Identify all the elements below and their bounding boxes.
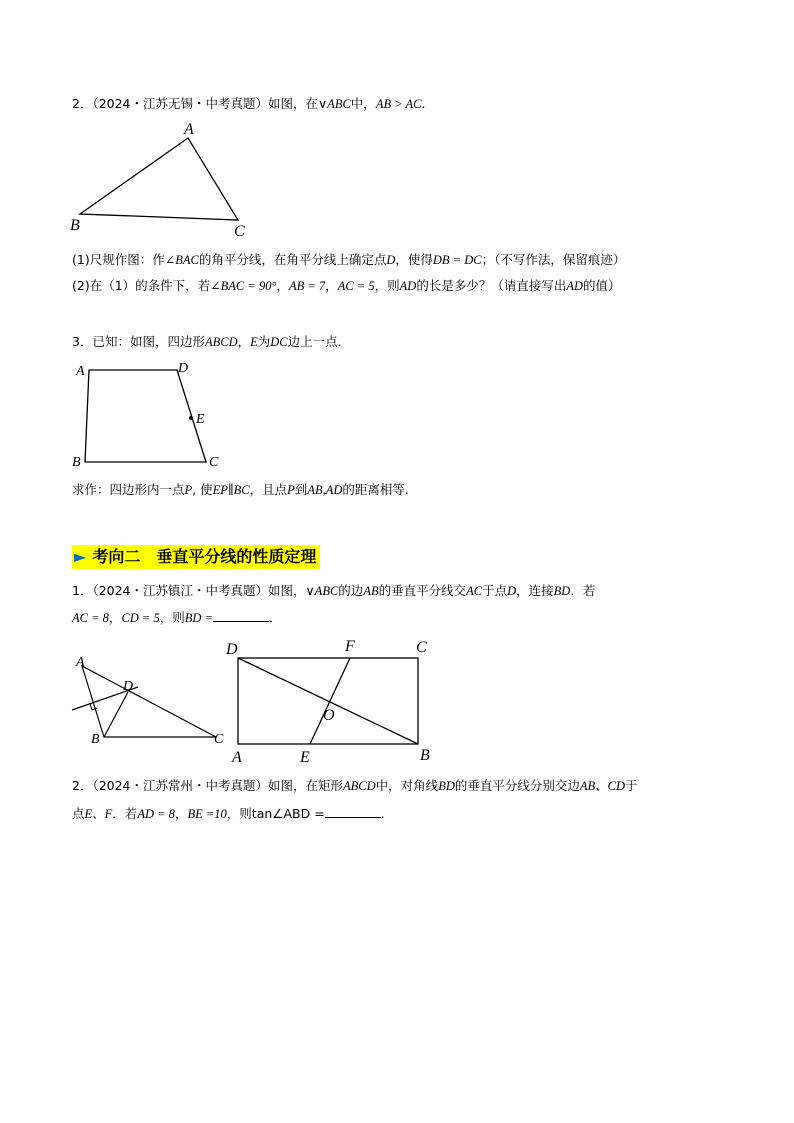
label-f: F: [345, 638, 355, 655]
arrow-icon: ►: [74, 547, 87, 566]
label-e: E: [300, 749, 310, 766]
label-b: B: [72, 455, 81, 470]
s1-triangle-figure: [66, 650, 236, 750]
quadrilateral-abcd: [85, 370, 206, 462]
rectangle-figure: [222, 636, 442, 766]
label-d: D: [178, 361, 189, 376]
label-o: O: [323, 707, 335, 724]
label-c: C: [209, 455, 219, 470]
q2a-part1: (1)尺规作图：作∠BAC的角平分线，在角平分线上确定点D，使得DB = DC；（不写作法，保留痕迹）: [72, 252, 626, 267]
diagonal-bd: [238, 658, 418, 744]
section-title: 考向二 垂直平分线的性质定理: [92, 547, 317, 566]
triangle-abc: [80, 138, 238, 220]
q2a-part2: (2)在（1）的条件下，若∠BAC = 90°，AB = 7，AC = 5，则AD的长是多少？（请直接写出AD的值）: [72, 278, 621, 293]
section-heading: [72, 545, 320, 569]
s1-stem-line2: AC = 8，CD = 5，则BD = ．: [72, 610, 282, 625]
label-c: C: [234, 223, 245, 240]
answer-blank[interactable]: [325, 805, 381, 818]
q3-stem: 3．已知：如图，四边形ABCD，E为DC边上一点．: [72, 334, 351, 349]
s1-stem-line1: 1．（2024・江苏镇江・中考真题）如图，∨ABC的边AB的垂直平分线交AC于点D，连接BD．若: [72, 583, 596, 598]
segment-ef: [310, 658, 350, 744]
q3-task: 求作：四边形内一点P, 使EP∥BC，且点P到AB,AD的距离相等．: [72, 482, 418, 497]
label-a: A: [232, 749, 242, 766]
label-a: A: [76, 364, 85, 379]
q2a-triangle-figure: [60, 118, 260, 238]
label-d: D: [123, 679, 134, 694]
point-e: [189, 416, 193, 420]
label-b: B: [70, 217, 80, 234]
answer-blank[interactable]: [213, 609, 269, 622]
segment-bd: [104, 692, 128, 737]
s2-stem-line2: 点E、F．若AD = 8，BE =10，则tan∠ABD = ．: [72, 806, 394, 821]
label-d: D: [226, 641, 238, 658]
q2a-stem: 2．（2024・江苏无锡・中考真题）如图，在∨ABC中，AB > AC．: [72, 96, 435, 111]
label-e: E: [196, 412, 205, 427]
label-b: B: [420, 747, 430, 764]
q3-quadrilateral-figure: [70, 358, 230, 470]
label-a: A: [184, 121, 194, 138]
s2-stem-line1: 2．（2024・江苏常州・中考真题）如图，在矩形ABCD中，对角线BD的垂直平分线分别交边AB、CD于: [72, 778, 638, 793]
triangle-abc: [82, 666, 216, 737]
label-a: A: [76, 655, 85, 670]
label-c: C: [214, 732, 224, 747]
label-c: C: [416, 639, 427, 656]
label-b: B: [91, 732, 100, 747]
